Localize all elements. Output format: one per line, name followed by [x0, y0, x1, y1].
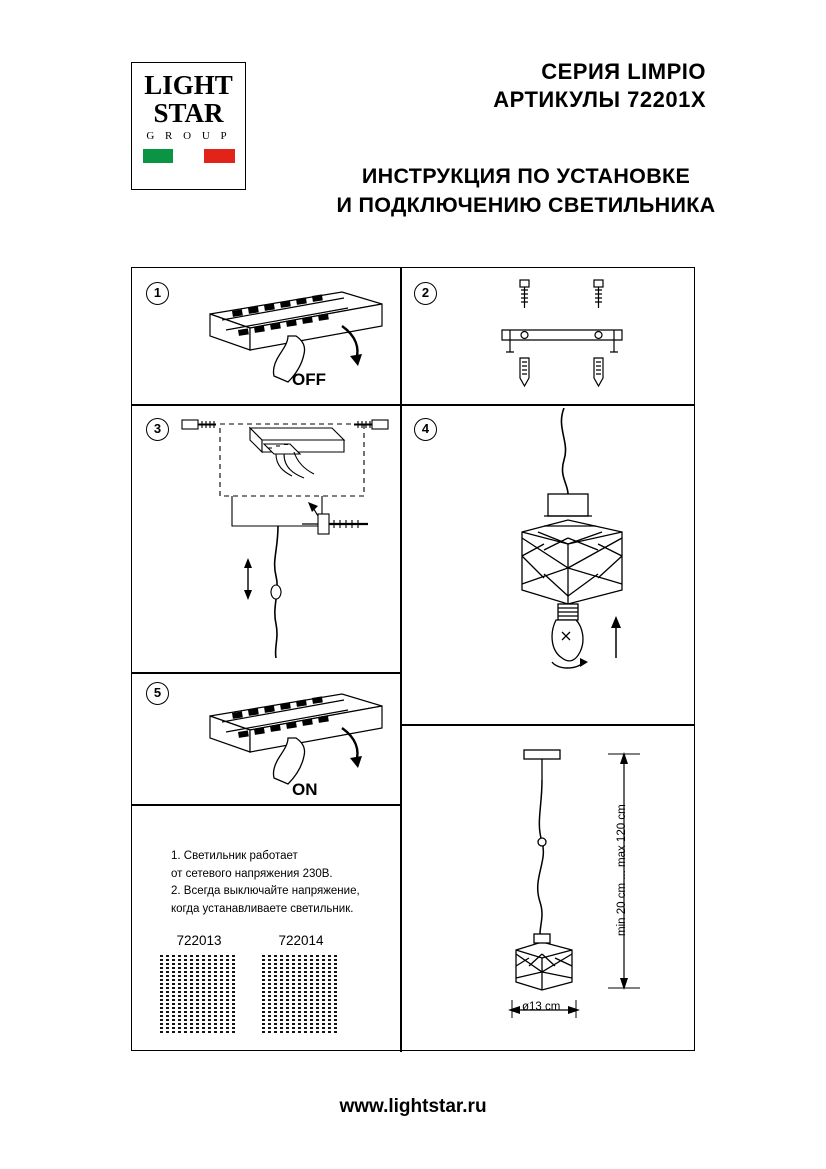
- divider-h-step2: [400, 404, 694, 406]
- divider-h-step1: [132, 404, 400, 406]
- step-number-3: 3: [146, 418, 169, 441]
- step-number-2: 2: [414, 282, 437, 305]
- divider-h-step3: [132, 672, 400, 674]
- step-5-on-label: ON: [292, 780, 318, 799]
- logo-group-text: G R O U P: [146, 130, 231, 142]
- product-code-label: 722014: [278, 933, 324, 948]
- dimension-illustration: [432, 738, 692, 1038]
- step-number-5: 5: [146, 682, 169, 705]
- step-number-1: 1: [146, 282, 169, 305]
- product-code-label: 722013: [176, 933, 222, 948]
- logo-line-1: LIGHT: [144, 70, 233, 100]
- note-line-3: 2. Всегда выключайте напряжение,: [171, 885, 360, 897]
- vertical-dimension-label: min 20 cm ... max 120 cm: [616, 804, 628, 936]
- step-1-off-label: OFF: [292, 370, 326, 389]
- divider-h-step5: [132, 804, 400, 806]
- product-code-item: [160, 933, 238, 1033]
- logo-line-2: STAR: [153, 98, 224, 128]
- header: [0, 0, 826, 230]
- document-title-line-1: ИНСТРУКЦИЯ ПО УСТАНОВКЕ: [361, 164, 691, 188]
- brand-logo: [131, 62, 246, 190]
- footer-website: www.lightstar.ru: [339, 1096, 487, 1117]
- series-line: СЕРИЯ LIMPIO: [541, 59, 706, 84]
- step-2-illustration: [472, 274, 672, 399]
- step-4-illustration: [452, 408, 692, 708]
- divider-h-step4: [400, 724, 694, 726]
- note-line-2: от сетевого напряжения 230В.: [171, 867, 333, 880]
- notes-block: [171, 848, 431, 918]
- step-number-4: 4: [414, 418, 437, 441]
- title-block: [266, 58, 706, 114]
- document-title-line-2: И ПОДКЛЮЧЕНИЮ СВЕТИЛЬНИКА: [336, 193, 716, 217]
- italian-flag-icon: [143, 149, 235, 163]
- qr-code-icon: [262, 955, 340, 1033]
- product-codes: [160, 933, 420, 1033]
- diameter-dimension-label: ø13 cm: [522, 1001, 561, 1013]
- note-line-1: 1. Светильник работает: [171, 850, 298, 862]
- document-title: [266, 162, 746, 220]
- step-3-illustration: [172, 410, 402, 666]
- note-line-4: когда устанавливаете светильник.: [171, 902, 354, 915]
- article-line: АРТИКУЛЫ 72201X: [493, 87, 706, 112]
- qr-code-icon: [160, 955, 238, 1033]
- product-code-item: [262, 933, 340, 1033]
